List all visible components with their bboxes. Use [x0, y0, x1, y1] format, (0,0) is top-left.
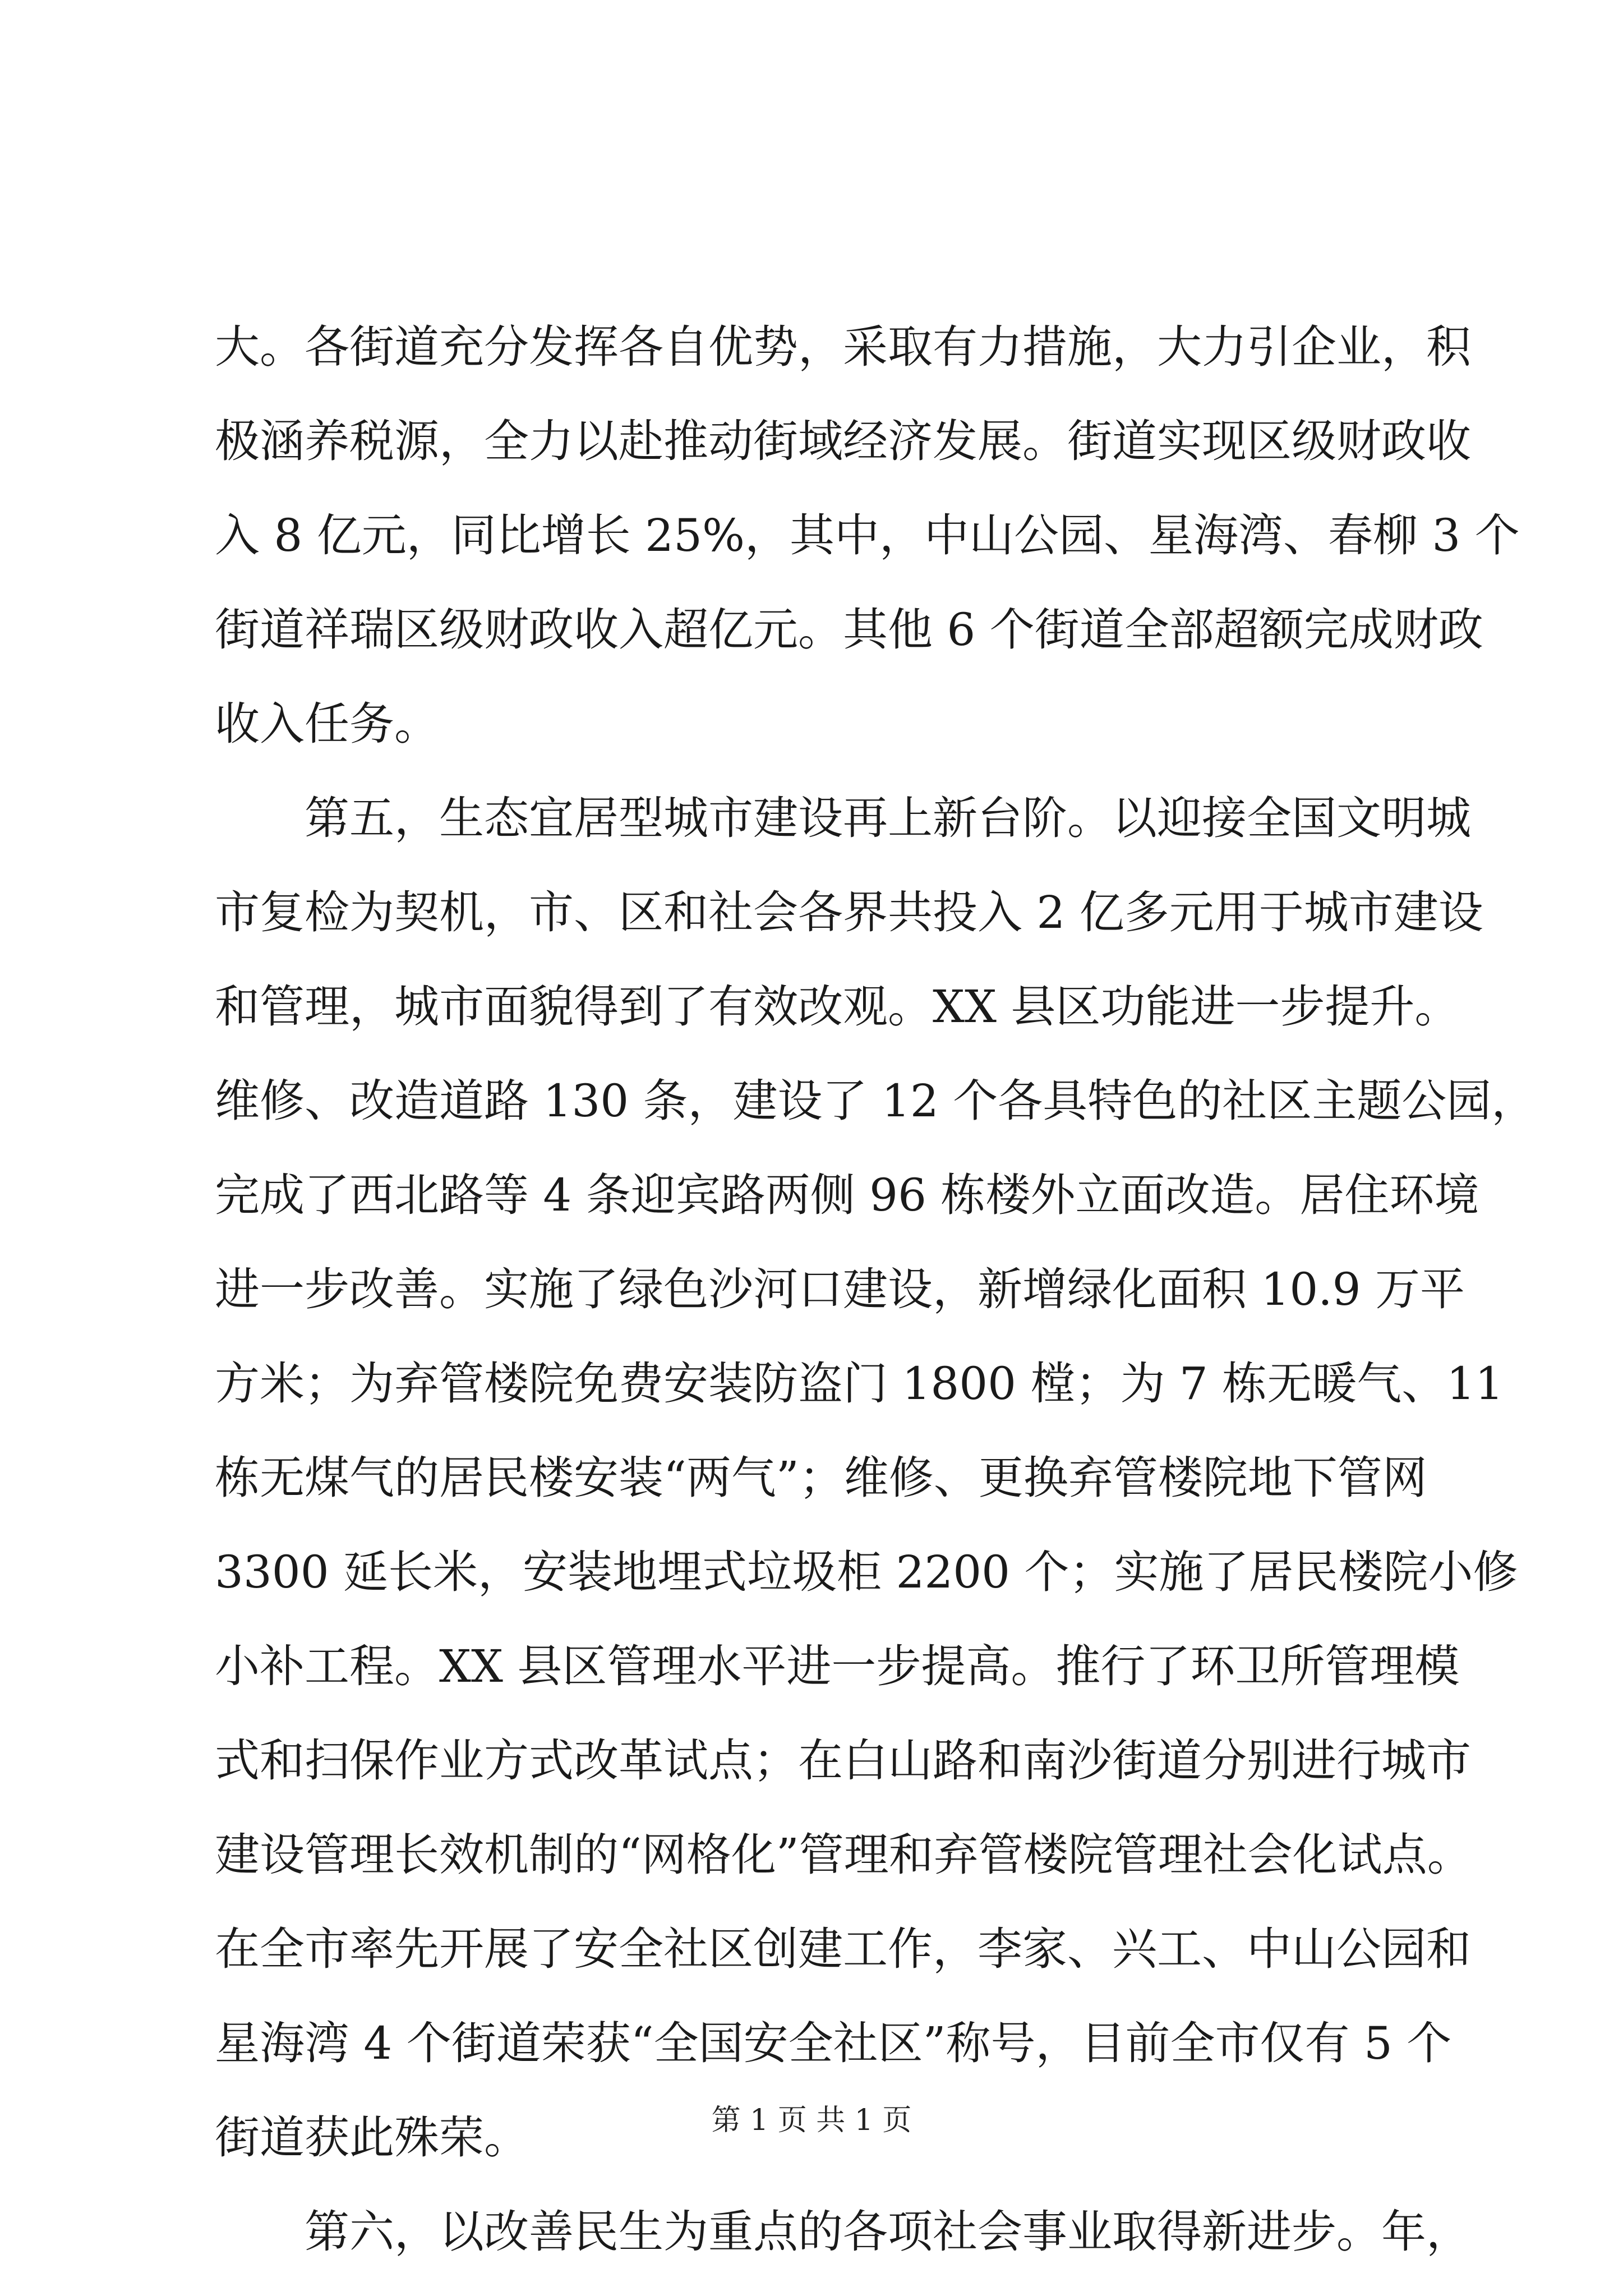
text-line: 小补工程。XX 县区管理水平进一步提高。推行了环卫所管理模: [215, 1640, 1460, 1692]
text-line: 第五，生态宜居型城市建设再上新台阶。以迎接全国文明城: [215, 792, 1471, 844]
text-line: 栋无煤气的居民楼安装“两气”；维修、更换弃管楼院地下管网: [215, 1452, 1427, 1504]
text-line: 在全市率先开展了安全社区创建工作，李家、兴工、中山公园和: [215, 1923, 1471, 1975]
text-line: 3300 延长米，安装地埋式垃圾柜 2200 个；实施了居民楼院小修: [215, 1546, 1518, 1598]
text-line: 进一步改善。实施了绿色沙河口建设，新增绿化面积 10.9 万平: [215, 1263, 1465, 1315]
page-footer: [0, 2101, 1623, 2140]
body-text: [215, 300, 1537, 2279]
text-line: 维修、改造道路 130 条，建设了 12 个各具特色的社区主题公园，: [215, 1075, 1537, 1127]
text-line: 街道获此殊荣。: [215, 2111, 529, 2164]
text-line: 入 8 亿元，同比增长 25%，其中，中山公园、星海湾、春柳 3 个: [215, 509, 1520, 562]
text-line: 大。各街道充分发挥各自优势，采取有力措施，大力引企业，积: [215, 321, 1471, 373]
text-line: 和管理，城市面貌得到了有效改观。XX 县区功能进一步提升。: [215, 981, 1460, 1033]
page-number-label: 第 1 页 共 1 页: [711, 2104, 912, 2137]
text-line: 方米；为弃管楼院免费安装防盗门 1800 樘；为 7 栋无暖气、11: [215, 1358, 1504, 1410]
text-line: 式和扫保作业方式改革试点；在白山路和南沙街道分别进行城市: [215, 1734, 1471, 1787]
text-line: 极涵养税源，全力以赴推动街域经济发展。街道实现区级财政收: [215, 415, 1471, 467]
text-line: 建设管理长效机制的“网格化”管理和弃管楼院管理社会化试点。: [215, 1829, 1472, 1881]
text-line: 星海湾 4 个街道荣获“全国安全社区”称号，目前全市仅有 5 个: [215, 2017, 1452, 2069]
text-line: 街道祥瑞区级财政收入超亿元。其他 6 个街道全部超额完成财政: [215, 604, 1483, 656]
text-line: 市复检为契机，市、区和社会各界共投入 2 亿多元用于城市建设: [215, 886, 1483, 938]
text-line: 收入任务。: [215, 698, 439, 750]
text-line: 第六，以改善民生为重点的各项社会事业取得新进步。年，: [215, 2206, 1471, 2258]
text-line: 完成了西北路等 4 条迎宾路两侧 96 栋楼外立面改造。居住环境: [215, 1169, 1479, 1221]
